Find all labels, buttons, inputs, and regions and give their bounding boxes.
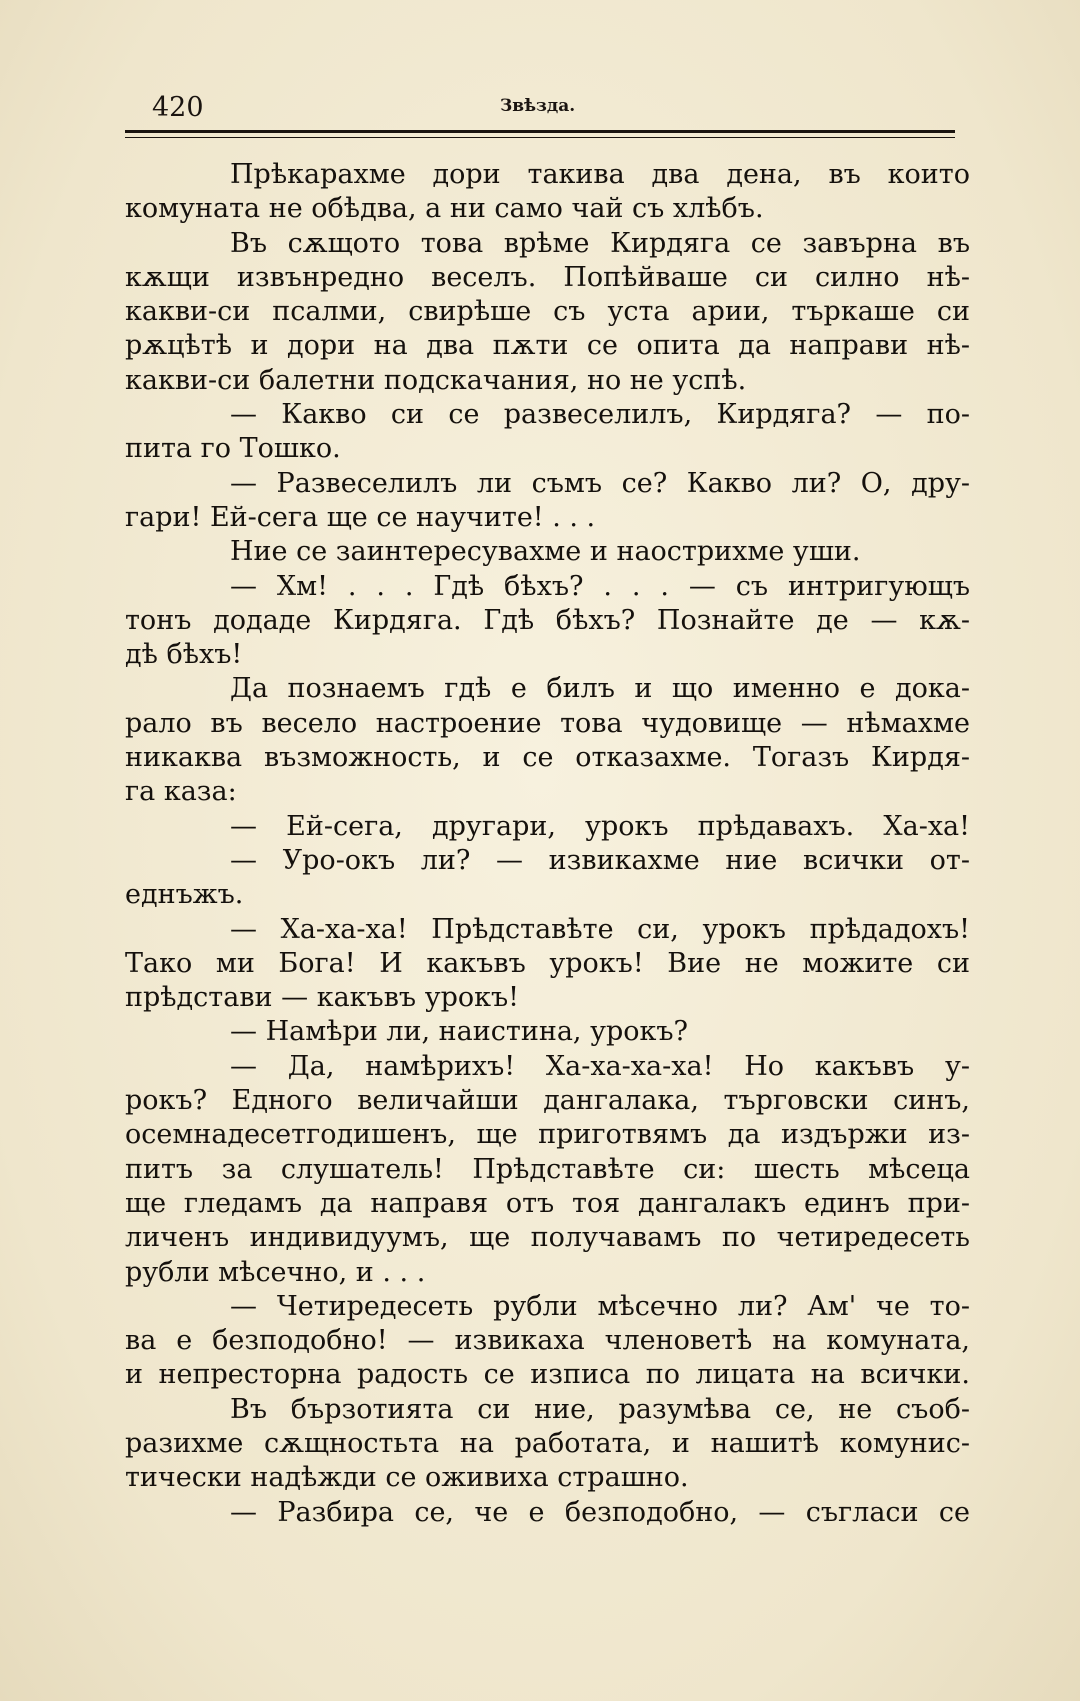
text-line: личенъ индивидуумъ, ще получавамъ по четиредесеть xyxy=(125,1222,970,1254)
text-line: кѫщи извънредно веселъ. Попѣйваше си силно нѣ- xyxy=(125,261,970,293)
text-line: Въ бързотията си ние, разумѣва се, не съоб- xyxy=(230,1393,970,1425)
page-number: 420 xyxy=(152,92,204,123)
text-line: осемнадесетгодишенъ, ще приготвямъ да издържи из- xyxy=(125,1119,970,1151)
text-line: — Разбира се, че е безподобно, — съгласи се xyxy=(230,1496,970,1528)
text-line: никаква възможность, и се отказахме. Тогазъ Кирдя- xyxy=(125,742,970,774)
text-line: Тако ми Бога! И какъвъ урокъ! Вие не можите си xyxy=(125,947,970,979)
text-line: какви-си балетни подскачания, но не успѣ. xyxy=(125,364,747,396)
text-line: разихме сѫщностьта на работата, и нашитѣ комунис- xyxy=(125,1427,970,1459)
text-line: рубли мѣсечно, и . . . xyxy=(125,1256,426,1288)
text-line: га каза: xyxy=(125,776,237,808)
text-line: тически надѣжди се оживиха страшно. xyxy=(125,1462,689,1494)
text-line: ще гледамъ да направя отъ тоя дангалакъ единъ при- xyxy=(125,1187,970,1219)
text-line: дѣ бѣхъ! xyxy=(125,639,243,671)
text-line: комуната не обѣдва, а ни само чай съ хлѣбъ. xyxy=(125,193,764,225)
text-line: пита го Тошко. xyxy=(125,433,341,465)
text-line: Прѣкарахме дори такива два дена, въ които xyxy=(230,159,970,190)
text-line: — Четиредесеть рубли мѣсечно ли? Ам' че то- xyxy=(230,1290,970,1322)
text-line: прѣдстави — какъвъ урокъ! xyxy=(125,982,520,1014)
text-line: — Уро-окъ ли? — извикахме ние всички от- xyxy=(230,844,970,876)
page-header xyxy=(125,92,955,132)
text-line: рало въ весело настроение това чудовище — нѣмахме xyxy=(125,707,970,739)
text-line: рокъ? Едного величайши дангалака, търговски синъ, xyxy=(125,1085,970,1117)
text-line: Да познаемъ гдѣ е билъ и що именно е дока- xyxy=(230,673,970,705)
text-line: какви-си псалми, свирѣше съ уста арии, търкаше си xyxy=(125,296,970,328)
header-rule xyxy=(125,130,955,133)
text-line: — Хм! . . . Гдѣ бѣхъ? . . . — съ интригующъ xyxy=(230,570,970,602)
text-line: гари! Ей-сега ще се научите! . . . xyxy=(125,501,596,533)
text-line: рѫцѣтѣ и дори на два пѫти се опита да направи нѣ- xyxy=(125,330,970,362)
text-line: Ние се заинтересувахме и наострихме уши. xyxy=(230,536,861,568)
running-head: Звѣзда. xyxy=(500,96,576,116)
header-rule-thin xyxy=(125,137,955,138)
text-line: — Ей-сега, другари, урокъ прѣдавахъ. Ха-ха! xyxy=(230,810,970,842)
text-line: — Развеселилъ ли съмъ се? Какво ли? О, дру- xyxy=(230,467,970,499)
text-body xyxy=(125,158,970,1530)
text-line: — Ха-ха-ха! Прѣдставѣте си, урокъ прѣдадохъ! xyxy=(230,913,970,945)
text-line: и непресторна радость се изписа по лицата на всички. xyxy=(125,1359,970,1391)
text-line: еднъжъ. xyxy=(125,879,244,911)
text-line: — Какво си се развеселилъ, Кирдяга? — по- xyxy=(230,399,970,431)
text-line: тонъ додаде Кирдяга. Гдѣ бѣхъ? Познайте де — кѫ- xyxy=(125,604,970,636)
text-line: — Намѣри ли, наистина, урокъ? xyxy=(230,1016,689,1048)
text-line: — Да, намѣрихъ! Ха-ха-ха-ха! Но какъвъ у- xyxy=(230,1050,970,1082)
text-line: Въ сѫщото това врѣме Кирдяга се завърна въ xyxy=(230,227,970,259)
text-line: ва е безподобно! — извикаха членоветѣ на комуната, xyxy=(125,1325,970,1357)
text-line: питъ за слушатель! Прѣдставѣте си: шесть мѣсеца xyxy=(125,1153,970,1185)
